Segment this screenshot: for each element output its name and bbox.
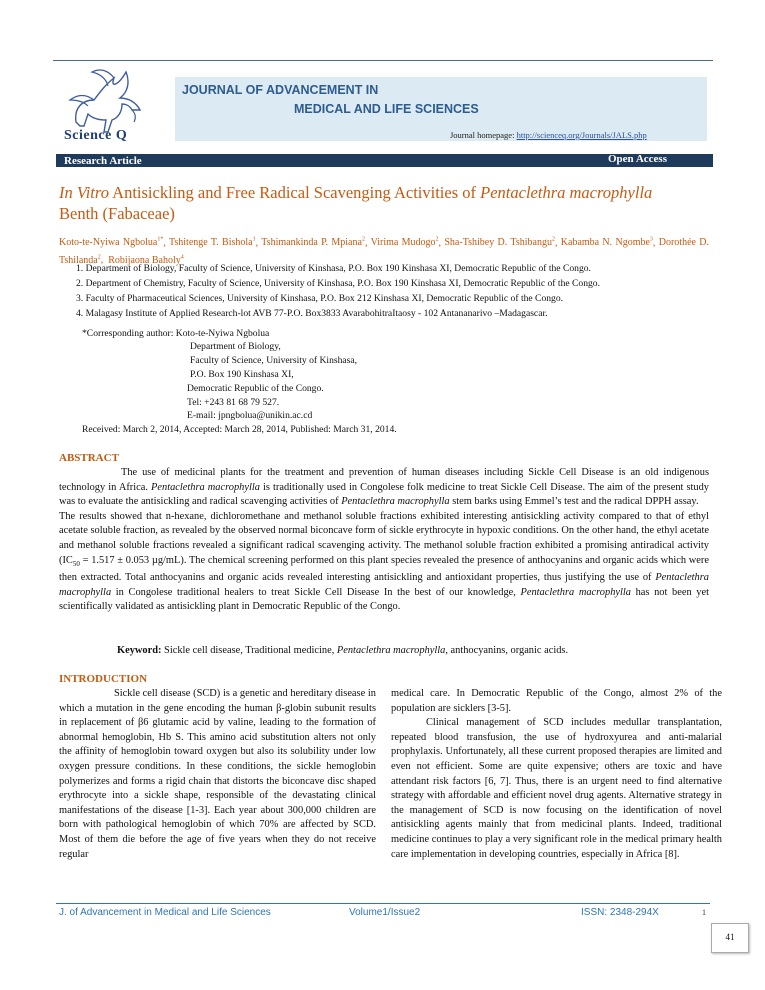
intro-paragraph: medical care. In Democratic Republic of the Congo, almost 2% of the population are sicklers [3-5].	[391, 688, 722, 714]
abstract-paragraph: The results showed that n-hexane, dichloromethane and methanol soluble fractions exhibited interesting antisickling activity compared to that of ethyl acetate soluble fraction, as revealed by the observed normal biconcave form of sickle erythrocyte in hypoxic conditions. On the other hand, the ethyl acetate and methanol soluble fractions revealed a significant radical scavenging activity. The methanol soluble fraction exhibited a promising antiradical activity ($IC_{50} = 1.517 \pm 0.053$ µg/mL). The chemical screening performed on this plant species revealed the presence of anthocyanins and organic acids which were then extracted. Total anthocyanins and organic acids revealed interesting antisickling and antioxidant properties, thus justifying the use of Pentaclethra macrophylla in Congolese traditional healers to treat Sickle Cell Disease In the best of our knowledge, Pentaclethra macrophylla has not been yet scientifically validated as antisickling plant in Democratic Republic of the Congo.	[59, 510, 709, 613]
corresponding-line: Tel: +243 81 68 79 527.	[187, 397, 280, 408]
author: Tshimankinda P. Mpiana$^2$	[261, 237, 365, 249]
affiliation: 1. Department of Biology, Faculty of Science, University of Kinshasa, P.O. Box 190 Kinshasa XI, Democratic Republic of the Congo.	[76, 263, 591, 274]
introduction-heading: INTRODUCTION	[59, 673, 148, 685]
author: Sha-Tshibey D. Tshibangu$^2$	[444, 237, 555, 249]
affiliations	[76, 261, 716, 321]
corresponding-line: Democratic Republic of the Congo.	[187, 383, 324, 394]
author-list: Koto-te-Nyiwa Ngbolua$^{1*}$, Tshitenge T. Bishola$^1$, Tshimankinda P. Mpiana$^2$, Virima Mudogo$^2$, Sha-Tshibey D. Tshibangu$^2$, Kabamba N. Ngombe$^3$, Dorothée D. Tshilanda$^2$, Robijaona Baholy$^4$	[59, 237, 710, 266]
page-number: 41	[711, 923, 749, 953]
logo-text: Science Q	[64, 128, 128, 143]
footer-small-number: 1	[702, 908, 706, 917]
journal-title-line1: JOURNAL OF ADVANCEMENT IN	[182, 83, 379, 97]
title-text-2: Benth (Fabaceae)	[59, 204, 175, 223]
author: Koto-te-Nyiwa Ngbolua$^{1*}$	[59, 237, 164, 249]
author: Robijaona Baholy$^4$	[108, 254, 184, 266]
footer-rule	[56, 903, 710, 904]
publication-dates: Received: March 2, 2014, Accepted: March 28, 2014, Published: March 31, 2014.	[82, 424, 397, 435]
footer-journal: J. of Advancement in Medical and Life Sciences	[59, 907, 271, 918]
intro-left-column	[59, 687, 376, 862]
corresponding-line: P.O. Box 190 Kinshasa XI,	[190, 369, 294, 380]
abstract-heading: ABSTRACT	[59, 452, 119, 464]
abstract-body	[59, 466, 709, 615]
affiliation: 2. Department of Chemistry, Faculty of Science, University of Kinshasa, P.O. Box 190 Kinshasa XI, Democratic Republic of the Congo.	[76, 278, 601, 289]
keywords-label: Keyword:	[117, 645, 162, 656]
title-text-1: Antisickling and Free Radical Scavenging Activities of	[108, 183, 481, 202]
corresponding-author-label: *Corresponding author: Koto-te-Nyiwa Ngbolua	[82, 328, 270, 339]
author: Virima Mudogo$^2$	[370, 237, 439, 249]
homepage-link[interactable]: http://scienceq.org/Journals/JALS.php	[516, 130, 647, 140]
corresponding-line: Faculty of Science, University of Kinshasa,	[190, 355, 358, 366]
keywords: Keyword: Sickle cell disease, Traditional medicine, Pentaclethra macrophylla, anthocyanins, organic acids.	[117, 645, 569, 656]
top-rule	[53, 60, 713, 61]
affiliation: 4. Malagasy Institute of Applied Research-lot AVB 77-P.O. Box3833 AvarabohitraItaosy - 102 Antananarivo –Madagascar.	[76, 308, 548, 319]
intro-right-column	[391, 687, 722, 862]
corresponding-line: Department of Biology,	[190, 341, 281, 352]
homepage-label: Journal homepage:	[450, 130, 515, 140]
author: Dorothée D. Tshilanda$^2$	[59, 237, 710, 266]
intro-paragraph: Clinical management of SCD includes medullar transplantation, repeated blood transfusion, the use of hydroxyurea and anti-malarial prophylaxis. Unfortunately, all these current proposed therapies are limited and even not efficient. Some are quite expensive; others are toxic and have attendant risk factors [6, 7]. Thus, there is an urgent need to find alternative strategy with affordable and efficient novel drug agents. Alternative strategy in the management of SCD is now focusing on the identification of novel antisickling agents mainly that from medicinal plants. Indeed, traditional medicine continues to play a very significant role in the medical primary health care implementation in developing countries, especially in Africa [8].	[391, 717, 722, 860]
footer-volume: Volume1/Issue2	[349, 907, 421, 918]
journal-homepage	[450, 130, 647, 140]
article-title	[59, 182, 719, 224]
corresponding-email: E-mail: jpngbolua@unikin.ac.cd	[187, 410, 313, 421]
article-type-label: Research Article	[64, 155, 142, 167]
abstract-paragraph: The use of medicinal plants for the treatment and prevention of human diseases including Sickle Cell Disease is an old indigenous technology in Africa. Pentaclethra macrophylla is traditionally used in Congolese folk medicine to treat Sickle Cell Disease. The aim of the present study was to evaluate the antisickling and radical scavenging activities of Pentaclethra macrophylla stem barks using Emmel’s test and the radical DPPH assay.	[59, 467, 709, 508]
open-access-label: Open Access	[608, 153, 667, 165]
footer-issn: ISSN: 2348-294X	[581, 907, 659, 918]
author: Kabamba N. Ngombe$^3$	[560, 237, 653, 249]
title-italic-1: In Vitro	[59, 183, 109, 202]
journal-title-line2: MEDICAL AND LIFE SCIENCES	[294, 102, 479, 116]
affiliation: 3. Faculty of Pharmaceutical Sciences, University of Kinshasa, P.O. Box 212 Kinshasa XI, Democratic Republic of the Congo.	[76, 293, 564, 304]
intro-paragraph: Sickle cell disease (SCD) is a genetic and hereditary disease in which a mutation in the gene encoding the human β-globin subunit results in replacement of β6 glutamic acid by valine, leading to the formation of abnormal hemoglobin, Hb S. This amino acid substitution alters not only the affinity of hemoglobin toward oxygen but also its solubility under low oxygen pressure conditions. In these conditions, the sickle hemoglobin polymerizes and forms a rigid chain that distorts the biconcave disc shaped erythrocyte into a sickle shape, responsible of the devastating clinical manifestations of the disease [1-3]. Each year about 300,000 children are born with pathological hemoglobin of which 70% are affected by SCD. Most of them die before the age of five years when they do not receive regular	[59, 688, 376, 860]
author: Tshitenge T. Bishola$^1$	[168, 237, 256, 249]
title-italic-2: Pentaclethra macrophylla	[480, 183, 653, 202]
